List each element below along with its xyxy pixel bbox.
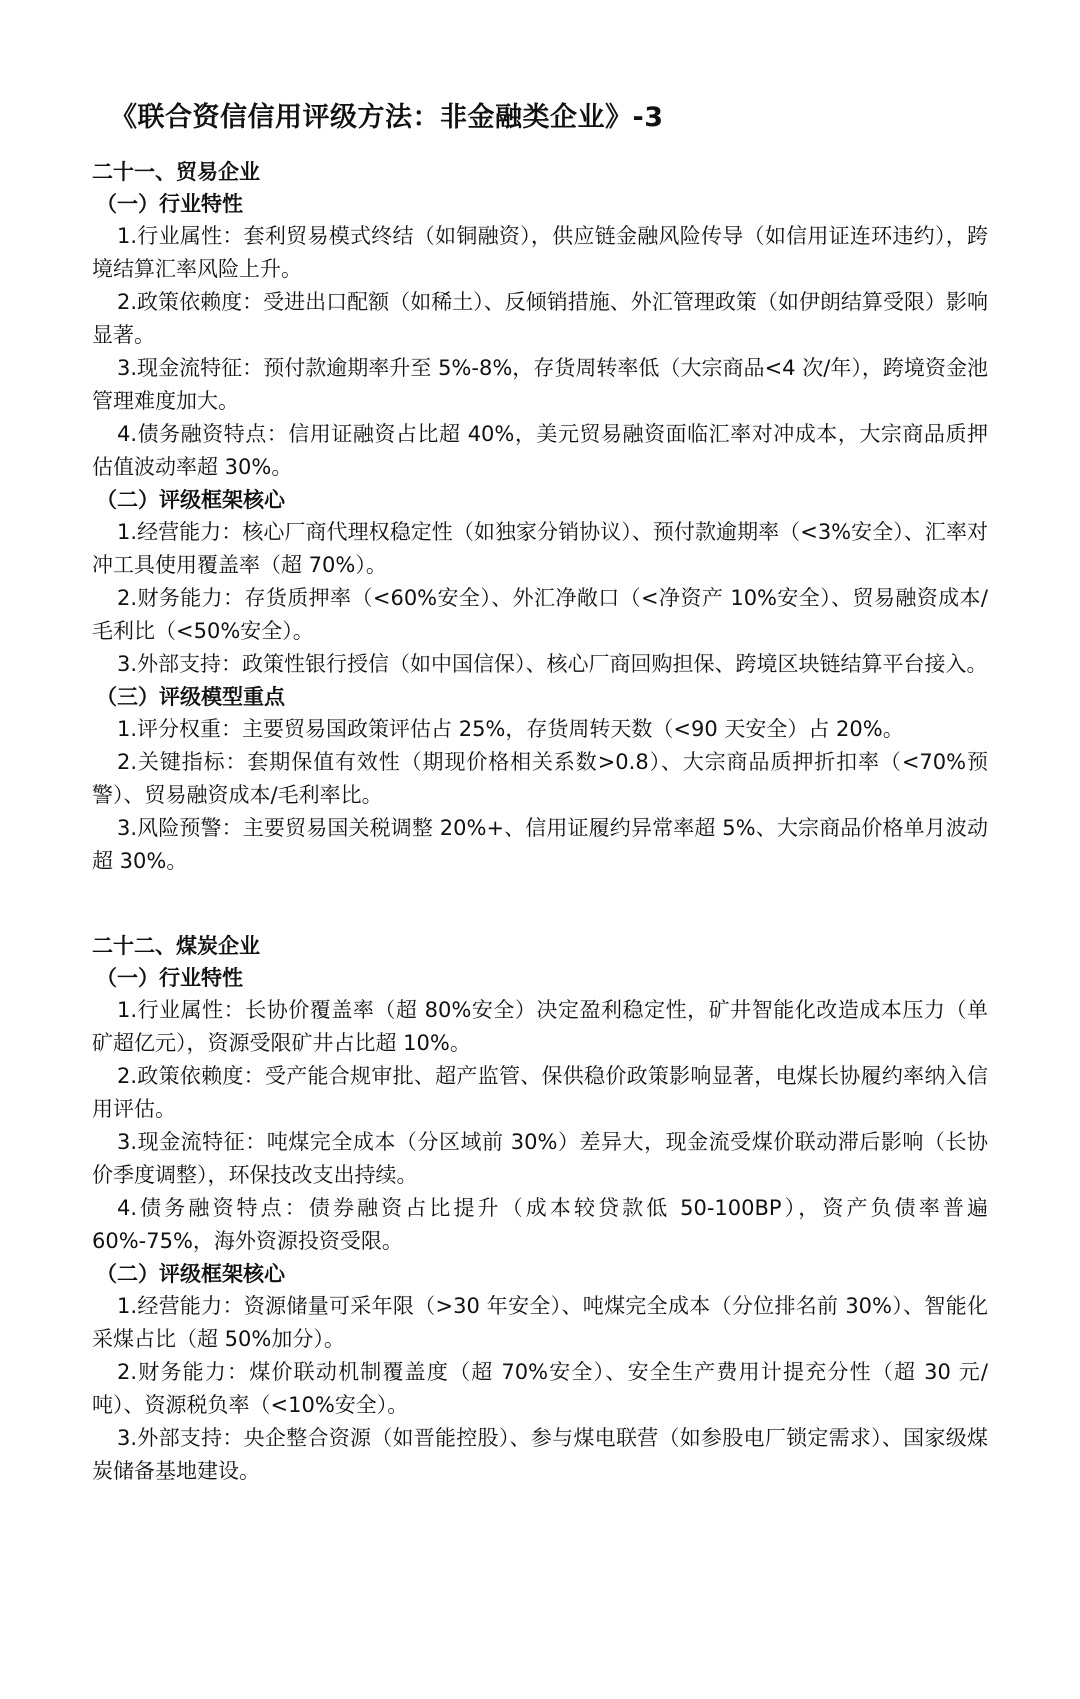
section-heading: （一）行业特性: [96, 966, 243, 990]
section-heading: （二）评级框架核心: [96, 488, 285, 512]
paragraph: 3.现金流特征：吨煤完全成本（分区域前 30%）差异大，现金流受煤价联动滞后影响（长协价季度调整），环保技改支出持续。: [92, 1130, 988, 1187]
paragraph: 2.财务能力：存货质押率（<60%安全）、外汇净敞口（<净资产 10%安全）、贸易融资成本/毛利比（<50%安全）。: [92, 586, 988, 643]
section-heading: （一）行业特性: [96, 192, 243, 216]
paragraph: 3.现金流特征：预付款逾期率升至 5%-8%，存货周转率低（大宗商品<4 次/年），跨境资金池管理难度加大。: [92, 356, 988, 413]
paragraph: 3.外部支持：央企整合资源（如晋能控股）、参与煤电联营（如参股电厂锁定需求）、国家级煤炭储备基地建设。: [92, 1426, 988, 1483]
paragraph: 2.财务能力：煤价联动机制覆盖度（超 70%安全）、安全生产费用计提充分性（超 30 元/吨）、资源税负率（<10%安全）。: [92, 1360, 988, 1417]
section-rating-framework-core: [92, 1258, 988, 1488]
chapter-heading: 二十一、贸易企业: [92, 160, 260, 184]
paragraph: 1.经营能力：资源储量可采年限（>30 年安全）、吨煤完全成本（分位排名前 30%）、智能化采煤占比（超 50%加分）。: [92, 1294, 988, 1351]
paragraph: 3.外部支持：政策性银行授信（如中国信保）、核心厂商回购担保、跨境区块链结算平台接入。: [117, 652, 988, 676]
section-heading: （二）评级框架核心: [96, 1262, 285, 1286]
paragraph: 3.风险预警：主要贸易国关税调整 20%+、信用证履约异常率超 5%、大宗商品价格单月波动超 30%。: [92, 816, 988, 873]
section-rating-model-focus: [92, 681, 988, 878]
paragraph: 1.行业属性：长协价覆盖率（超 80%安全）决定盈利稳定性，矿井智能化改造成本压力（单矿超亿元），资源受限矿井占比超 10%。: [92, 998, 988, 1055]
section-industry-characteristics: [92, 962, 988, 1258]
chapter-heading: 二十二、煤炭企业: [92, 934, 260, 958]
document-title: 《联合资信信用评级方法：非金融类企业》-3: [110, 102, 664, 133]
paragraph: 2.关键指标：套期保值有效性（期现价格相关系数>0.8）、大宗商品质押折扣率（<70%预警）、贸易融资成本/毛利率比。: [92, 750, 988, 807]
chapter-spacer: [92, 878, 988, 930]
chapter-coal-enterprises: [92, 930, 988, 1488]
document-page: [92, 100, 988, 1488]
paragraph: 4.债务融资特点：信用证融资占比超 40%，美元贸易融资面临汇率对冲成本，大宗商品质押估值波动率超 30%。: [92, 422, 988, 479]
paragraph: 2.政策依赖度：受产能合规审批、超产监管、保供稳价政策影响显著，电煤长协履约率纳入信用评估。: [92, 1064, 988, 1121]
section-industry-characteristics: [92, 188, 988, 484]
section-heading: （三）评级模型重点: [96, 685, 285, 709]
paragraph: 1.评分权重：主要贸易国政策评估占 25%，存货周转天数（<90 天安全）占 20%。: [117, 717, 904, 741]
chapter-trade-enterprises: [92, 156, 988, 878]
section-rating-framework-core: [92, 484, 988, 681]
paragraph: 1.经营能力：核心厂商代理权稳定性（如独家分销协议）、预付款逾期率（<3%安全）、汇率对冲工具使用覆盖率（超 70%）。: [92, 520, 988, 577]
paragraph: 2.政策依赖度：受进出口配额（如稀土）、反倾销措施、外汇管理政策（如伊朗结算受限）影响显著。: [92, 290, 988, 347]
paragraph: 4.债务融资特点：债券融资占比提升（成本较贷款低 50-100BP），资产负债率普遍 60%-75%，海外资源投资受限。: [92, 1196, 988, 1253]
paragraph: 1.行业属性：套利贸易模式终结（如铜融资），供应链金融风险传导（如信用证连环违约），跨境结算汇率风险上升。: [92, 224, 988, 281]
